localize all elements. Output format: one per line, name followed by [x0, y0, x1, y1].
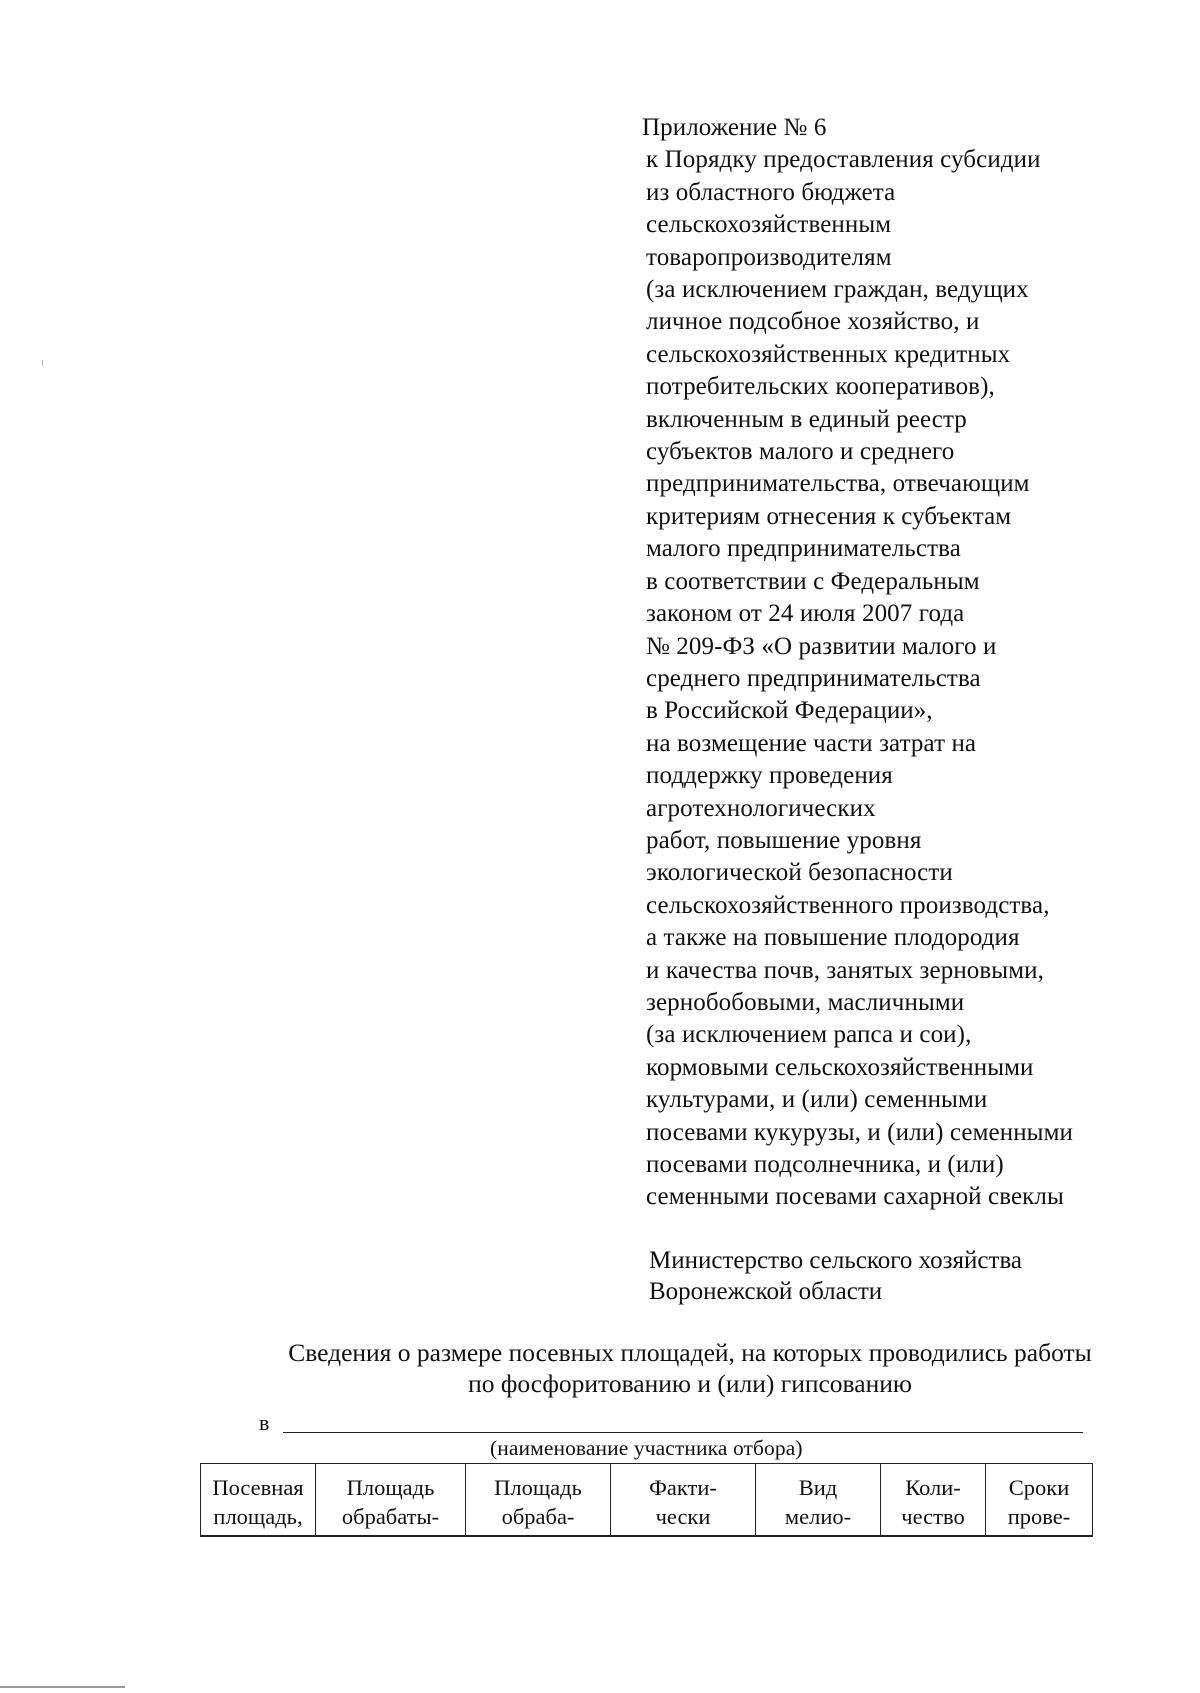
appendix-line: на возмещение части затрат на — [646, 729, 977, 757]
appendix-line: критериям отнесения к субъектам — [646, 502, 1012, 530]
appendix-line: малого предпринимательства — [646, 535, 961, 563]
appendix-line: зернобобовыми, масличными — [646, 988, 965, 1016]
header-line: обраба- — [501, 1504, 575, 1529]
appendix-line: сельскохозяйственных кредитных — [646, 340, 1011, 368]
header-line: чески — [655, 1504, 711, 1529]
participant-caption: (наименование участника отбора) — [490, 1436, 803, 1460]
header-line: площадь, — [213, 1504, 303, 1529]
table-header-row — [201, 1464, 1093, 1538]
scan-artifact-bottom — [0, 1686, 125, 1688]
appendix-line: предпринимательства, отвечающим — [646, 470, 1030, 498]
table-header-cell — [986, 1464, 1093, 1538]
header-line: Посевная — [212, 1475, 304, 1500]
appendix-line: в соответствии с Федеральным — [646, 567, 980, 595]
table-page-cut-line — [200, 1535, 1092, 1537]
appendix-line: из областного бюджета — [646, 178, 896, 206]
appendix-line: посевами подсолнечника, и (или) — [646, 1151, 1004, 1178]
participant-prefix: в — [259, 1410, 270, 1435]
appendix-line: поддержку проведения — [646, 762, 893, 790]
table-header-cell — [316, 1464, 466, 1538]
participant-name-blank-line — [283, 1432, 1083, 1433]
appendix-line: № 209-ФЗ «О развитии малого и — [646, 632, 997, 660]
table-header-cell — [201, 1464, 316, 1538]
table-header-cell — [881, 1464, 986, 1538]
ministry-line: Министерство сельского хозяйства — [649, 1247, 1023, 1274]
appendix-block — [642, 112, 1176, 1214]
header-line: мелио- — [784, 1504, 852, 1529]
header-line: Сроки — [1008, 1475, 1070, 1500]
appendix-line: сельскохозяйственным — [646, 211, 892, 239]
appendix-line: работ, повышение уровня — [646, 826, 922, 854]
appendix-line: семенными посевами сахарной свеклы — [646, 1183, 1064, 1211]
appendix-line: (за исключением рапса и сои), — [646, 1021, 972, 1049]
appendix-line: товаропроизводителям — [646, 243, 892, 271]
header-line: чество — [901, 1504, 965, 1529]
appendix-line: (за исключением граждан, ведущих — [646, 276, 1029, 304]
appendix-line: субъектов малого и среднего — [646, 438, 955, 466]
ministry-line: Воронежской области — [649, 1278, 883, 1305]
document-title-line: по фосфоритованию и (или) гипсованию — [468, 1369, 912, 1398]
header-line: Коли- — [905, 1475, 961, 1500]
appendix-line: и качества почв, занятых зерновыми, — [646, 956, 1044, 984]
header-line: прове- — [1007, 1504, 1071, 1529]
appendix-line: среднего предпринимательства — [646, 664, 981, 692]
header-line: Площадь — [346, 1475, 435, 1500]
document-title-line: Сведения о размере посевных площадей, на которых проводились работы — [288, 1338, 1092, 1367]
appendix-line: экологической безопасности — [646, 859, 953, 887]
header-line: Площадь — [494, 1475, 582, 1500]
appendix-line: потребительских кооперативов), — [646, 373, 995, 401]
header-line: Вид — [798, 1475, 838, 1500]
appendix-line: включенным в единый реестр — [646, 405, 967, 433]
table-header-cell — [756, 1464, 881, 1538]
table-header-cell — [611, 1464, 756, 1538]
appendix-line: агротехнологических — [646, 794, 876, 822]
appendix-line: сельскохозяйственного производства, — [646, 891, 1050, 919]
sowing-area-table — [200, 1463, 1093, 1537]
ministry-addressee — [649, 1245, 1149, 1307]
header-line: обрабаты- — [341, 1504, 440, 1529]
appendix-line: личное подсобное хозяйство, и — [646, 308, 980, 336]
table-header-cell — [466, 1464, 611, 1538]
header-line: Факти- — [649, 1475, 717, 1500]
document-title — [200, 1337, 1180, 1399]
appendix-line: законом от 24 июля 2007 года — [646, 600, 965, 628]
scan-artifact-left — [42, 360, 43, 366]
appendix-line: посевами кукурузы, и (или) семенными — [646, 1118, 1073, 1146]
appendix-line: к Порядку предоставления субсидии — [646, 146, 1041, 174]
appendix-line: а также на повышение плодородия — [646, 924, 1020, 952]
appendix-line: в Российской Федерации», — [646, 697, 933, 725]
appendix-line: культурами, и (или) семенными — [646, 1086, 988, 1114]
appendix-title: Приложение № 6 — [642, 114, 827, 141]
appendix-line: кормовыми сельскохозяйственными — [646, 1053, 1034, 1081]
